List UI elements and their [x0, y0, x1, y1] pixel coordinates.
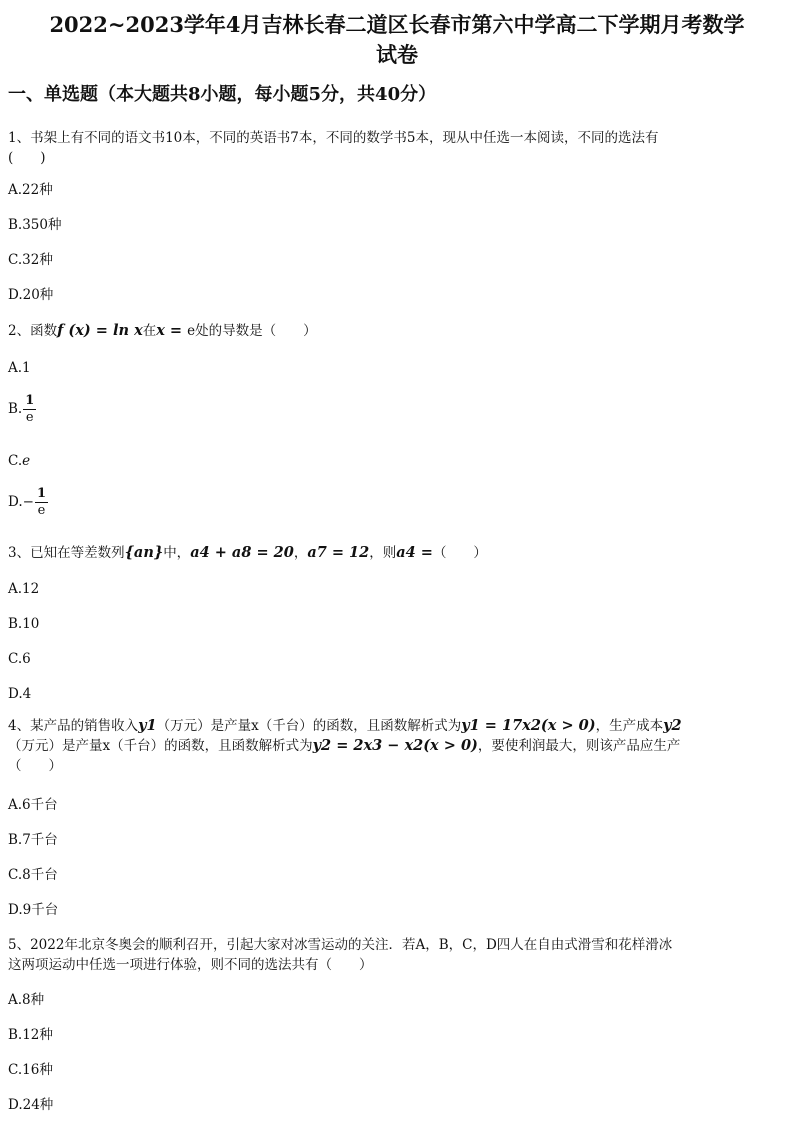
question-3-option-a: A.12	[8, 581, 40, 597]
question-4-line3: （ ）	[8, 758, 62, 774]
question-2-option-b-fraction	[23, 393, 36, 426]
question-1-stem	[8, 128, 786, 168]
question-2-math-x: x =	[156, 322, 188, 339]
question-4-math-cost: y2 = 2x3 − x2(x > 0)	[312, 737, 478, 754]
question-4-math-revenue: y1 = 17x2(x > 0)	[461, 717, 596, 734]
question-2-stem	[8, 321, 786, 341]
fraction-denominator: e	[37, 503, 46, 518]
question-5-option-a: A.8种	[8, 992, 45, 1008]
question-3-text-b: 中，	[163, 545, 191, 561]
question-3-math-condition-1: a4 + a8 = 20	[190, 544, 294, 561]
question-2-option-c-prefix: C.	[8, 453, 23, 469]
question-3-math-sequence: {an}	[124, 544, 164, 561]
question-2-option-d-prefix: D.−	[8, 494, 34, 510]
question-2-math-function: f (x) = ln x	[57, 322, 143, 339]
exam-title	[0, 10, 794, 70]
question-4-text-2b: ，要使利润最大，则该产品应生产	[477, 738, 681, 754]
question-3-option-c: C.6	[8, 651, 31, 667]
question-2-option-d-fraction	[35, 486, 48, 519]
question-4-text-1a: 4、某产品的销售收入	[8, 718, 139, 734]
question-2-option-b	[8, 393, 36, 426]
question-2-option-c-value: e	[22, 453, 31, 469]
question-2-option-a: A.1	[8, 360, 31, 376]
question-5-option-c: C.16种	[8, 1062, 53, 1078]
question-4-option-c: C.8千台	[8, 867, 58, 883]
question-3-option-d: D.4	[8, 686, 32, 702]
question-3-stem	[8, 543, 786, 563]
exam-title-line1: 2022~2023学年4月吉林长春二道区长春市第六中学高二下学期月考数学	[49, 12, 745, 37]
question-1-line2: ( )	[8, 150, 46, 166]
fraction-denominator: e	[25, 410, 34, 425]
question-3-math-condition-2: a7 = 12	[307, 544, 370, 561]
question-5-option-d: D.24种	[8, 1097, 54, 1113]
exam-title-line2: 试卷	[376, 42, 418, 67]
question-2-text-a: 2、函数	[8, 323, 58, 339]
question-3-text-c: ，	[293, 545, 308, 561]
question-5-option-b: B.12种	[8, 1027, 53, 1043]
question-3-text-a: 3、已知在等差数列	[8, 545, 125, 561]
question-4-option-b: B.7千台	[8, 832, 58, 848]
question-4-text-1c: ，生产成本	[595, 718, 664, 734]
question-5-stem	[8, 935, 786, 975]
question-2-option-d	[8, 486, 48, 519]
question-1-line1: 1、书架上有不同的语文书10本，不同的英语书7本，不同的数学书5本，现从中任选一本阅读，不同的选法有	[8, 130, 659, 146]
question-4-stem	[8, 716, 786, 776]
question-2-option-b-prefix: B.	[8, 401, 23, 417]
question-4-line1	[8, 716, 786, 736]
section-heading: 一、单选题（本大题共8小题，每小题5分，共40分）	[8, 84, 437, 105]
question-4-line2	[8, 736, 786, 756]
question-4-option-a: A.6千台	[8, 797, 58, 813]
fraction-numerator: 1	[36, 486, 46, 501]
question-2-text-b: 在	[142, 323, 157, 339]
question-3-option-b: B.10	[8, 616, 40, 632]
question-4-math-y1: y1	[138, 717, 157, 734]
question-4-text-2a: （万元）是产量x（千台）的函数，且函数解析式为	[8, 738, 313, 754]
question-3-text-d: ，则	[369, 545, 397, 561]
question-2-text-c: e处的导数是（ ）	[187, 323, 317, 339]
question-1-option-a: A.22种	[8, 182, 53, 198]
question-4-text-1b: （万元）是产量x（千台）的函数，且函数解析式为	[156, 718, 462, 734]
question-4-math-y2: y2	[663, 717, 682, 734]
question-3-text-e: （ ）	[432, 545, 487, 561]
question-4-option-d: D.9千台	[8, 902, 59, 918]
question-1-option-c: C.32种	[8, 252, 53, 268]
question-5-line2: 这两项运动中任选一项进行体验，则不同的选法共有（ ）	[8, 957, 373, 973]
question-1-option-d: D.20种	[8, 287, 54, 303]
question-5-line1: 5、2022年北京冬奥会的顺利召开，引起大家对冰雪运动的关注．若A，B，C，D四人在自由式滑雪和花样滑冰	[8, 937, 673, 953]
question-3-math-target: a4 =	[396, 544, 433, 561]
question-1-option-b: B.350种	[8, 217, 62, 233]
fraction-numerator: 1	[25, 393, 35, 408]
question-2-option-c	[8, 451, 30, 471]
